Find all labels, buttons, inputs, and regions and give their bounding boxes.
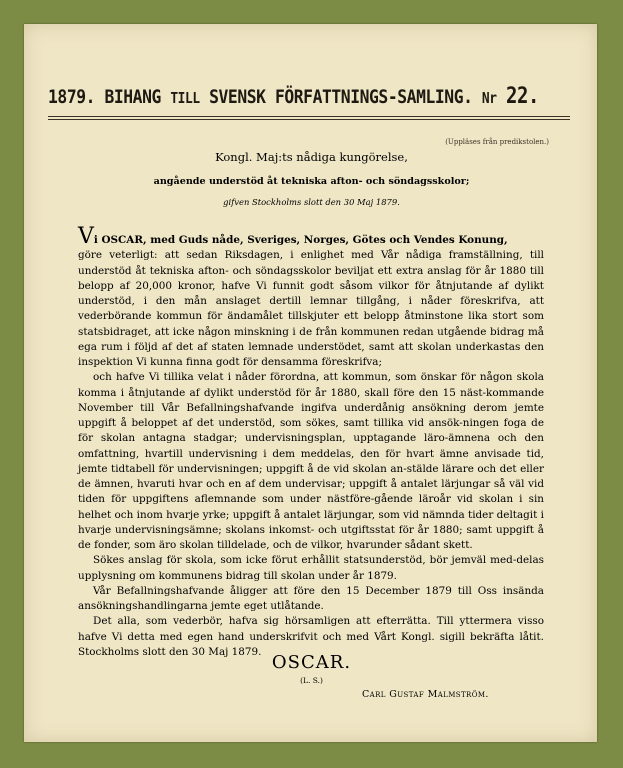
drop-cap: V <box>78 224 94 249</box>
decree-subject: angående understöd åt tekniska afton- och söndagsskolor; <box>153 176 470 187</box>
countersignature: Carl Gustaf Malmström. <box>362 689 489 700</box>
header-number: 22. <box>506 84 539 109</box>
header-till: TILL <box>170 89 200 107</box>
header-rule-bottom <box>48 119 570 120</box>
decree-title: Kongl. Maj:ts nådiga kungörelse, <box>215 150 408 164</box>
paragraph: och hafve Vi tillika velat i nåder förordna, att kommun, som önskar för någon skola komma i åtnjutande af dylikt understöd för år 1880, skall före den 15 näst-kommande November till Vår Befallningshafvande ingifva underdånig ansökning derom jemte uppgift å beloppet af det understöd, som sökes, samt tillika vid ansök-ningen foga de för skolan antagna stadgar; undervisningsplan, upptagande läro-ämnena och den omfattning, hvartill undervisning i dem meddelas, den för hvart ämne anvisade tid, jemte tidtabell för undervisningen; uppgift å de vid skolan an-stälde lärare och det eller de ämnen, hvaruti hvar och en af dem undervisar; uppgift å antalet lärjungar så väl vid tiden för uppgiftens aflemnande som under nästföre-gående läroår vid skolan i sin helhet och inom hvarje yrke; uppgift å antalet lärjungar, som vid nämnda tider deltagit i hvarje undervisningsämne; skolans inkomst- och utgiftsstat för år 1880; samt uppgift å de fonder, som äro skolan tilldelade, och de vilkor, hvarunder sådant skett. <box>78 371 544 551</box>
header-year: 1879. <box>48 86 96 108</box>
header-collection: SVENSK FÖRFATTNINGS-SAMLING. <box>209 86 473 108</box>
seal-mark: (L. S.) <box>300 676 323 685</box>
paragraph: Det alla, som vederbör, hafva sig hörsamligen att efterrätta. Till yttermera visso hafve Vi detta med egen hand underskrifvit och med Vårt Kongl. sigill bekräfta låtit. Stockholms slott den 30 Maj 1879. <box>78 615 544 658</box>
paragraph: Vår Befallningshafvande åligger att före den 15 December 1879 till Oss insända ansökningshandlingarna jemte eget utlåtande. <box>78 584 544 612</box>
paragraph: Sökes anslag för skola, som icke förut erhållit statsunderstöd, bör jemväl med-delas upplysning om kommunens bidrag till skolan under år 1879. <box>78 554 544 582</box>
reading-note: (Uppläses från predikstolen.) <box>445 138 549 146</box>
royal-intro: i OSCAR, med Guds nåde, Sveriges, Norges, Götes och Vendes Konung, <box>93 234 508 246</box>
decree-date: gifven Stockholms slott den 30 Maj 1879. <box>223 197 400 207</box>
intro-line <box>78 224 544 249</box>
header-number-label: Nr <box>481 89 497 107</box>
header-bihang: BIHANG <box>104 86 161 108</box>
page-header <box>48 84 539 109</box>
decree-body <box>78 224 544 660</box>
paragraph: göre veterligt: att sedan Riksdagen, i enlighet med Vår nådiga framställning, till understöd åt tekniska afton- och söndagsskolor beviljat ett extra anslag för år 1880 till belopp af 20,000 kronor, hafve Vi funnit godt såsom vilkor för åtnjutande af dylikt understöd, i den mån anslaget dertill lemnar tillgång, i nåder föreskrifva, att vederbörande kommun för ändamålet tillskjuter ett belopp åtminstone lika stort som statsbidraget, att icke någon minskning i de från kommunen redan utgående bidrag må ega rum i följd af det af staten lemnade understödet, samt att skolan underkastas den inspektion Vi kunna finna godt för densamma föreskrifva; <box>78 249 544 368</box>
header-rule-top <box>48 116 570 117</box>
royal-signature: OSCAR. <box>271 652 352 673</box>
